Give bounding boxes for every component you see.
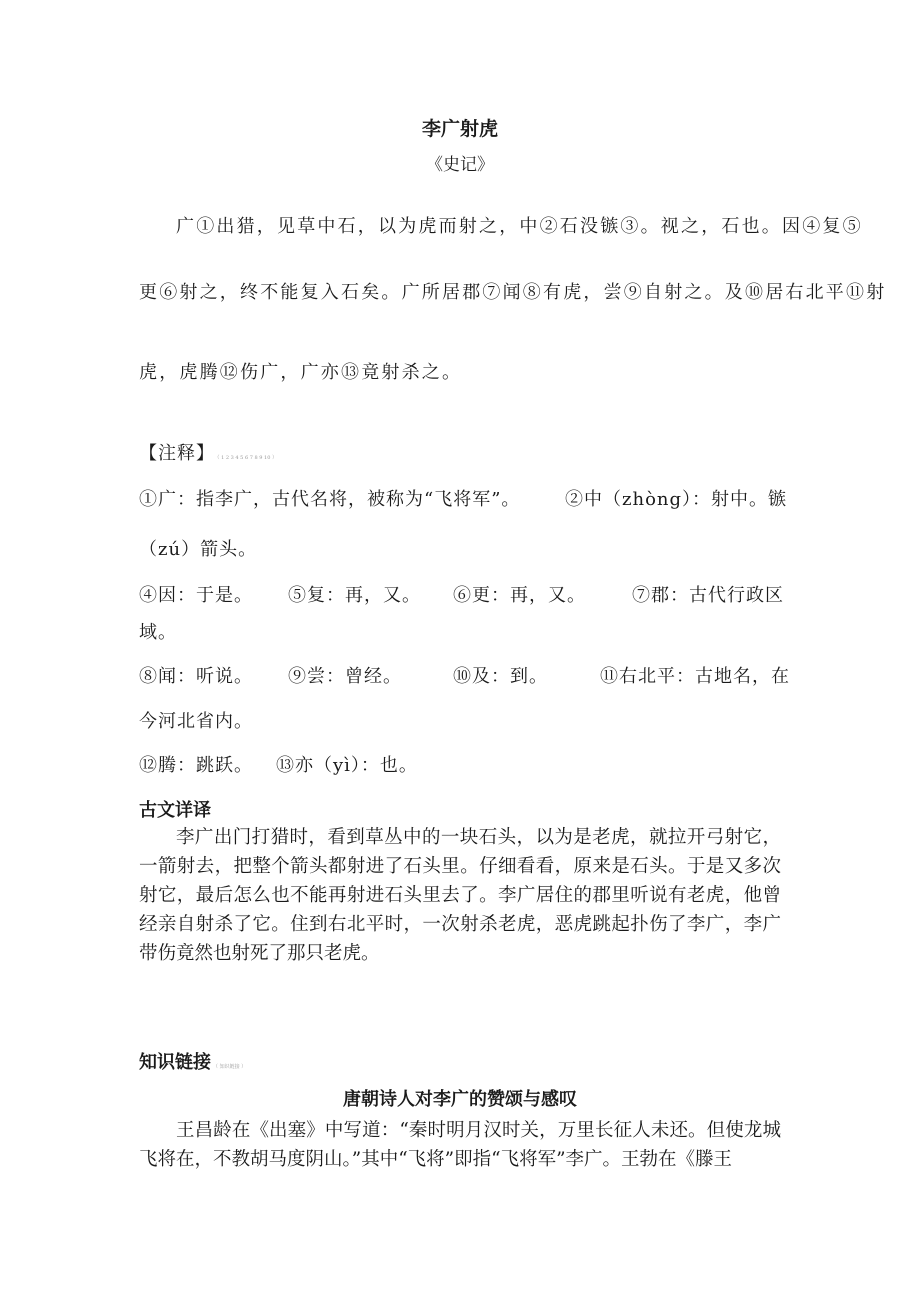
note-12: ⑫腾：跳跃。 [139,755,253,776]
knowledge-subtitle: 唐朝诗人对李广的赞颂与感叹 [343,1089,577,1110]
note-11: ⑪右北平：古地名，在 [600,666,790,687]
translation-heading: 古文详译 [139,800,211,821]
document-title: 李广射虎 [421,118,498,140]
note-2-continued: （zú）箭头。 [139,539,258,560]
notes-heading-label: 【注释】 [139,443,215,464]
note-10: ⑩及：到。 [453,666,548,687]
knowledge-heading-tiny: （ 知识链接 ） [213,1064,247,1070]
original-text-line-3: 虎，虎腾⑫伤广，广亦⑬竟射杀之。 [139,362,463,383]
note-7: ⑦郡：古代行政区 [632,585,784,606]
note-13: ⑬亦（yì）：也。 [276,755,418,776]
knowledge-text: 王昌龄在《出塞》中写道：“秦时明月汉时关，万里长征人未还。但使龙城飞将在，不教胡马度阴山。”其中“飞将”即指“飞将军”李广。王勃在《滕王 [139,1120,781,1170]
note-4: ④因：于是。 [139,585,253,606]
document-source: 《史记》 [426,155,494,175]
knowledge-heading [139,1048,246,1074]
knowledge-heading-label: 知识链接 [139,1052,211,1073]
note-8: ⑧闻：听说。 [139,666,253,687]
note-5: ⑤复：再，又。 [288,585,421,606]
notes-heading-tiny: （ 1 2 3 4 5 6 7 8 9 10 ） [217,455,277,461]
note-2: ②中（zhòng）：射中。镞 [565,489,788,510]
notes-heading [139,439,277,465]
note-1: ①广：指李广，古代名将，被称为“飞将军”。 [139,489,521,510]
note-9: ⑨尝：曾经。 [288,666,402,687]
translation-text: 李广出门打猎时，看到草丛中的一块石头，以为是老虎，就拉开弓射它，一箭射去，把整个箭头都射进了石头里。仔细看看，原来是石头。于是又多次射它，最后怎么也不能再射进石头里去了。李广居住的郡里听说有老虎，他曾经亲自射杀了它。住到右北平时，一次射杀老虎，恶虎跳起扑伤了李广，李广带伤竟然也射死了那只老虎。 [139,827,781,964]
note-11-continued: 今河北省内。 [139,711,253,732]
note-6: ⑥更：再，又。 [453,585,586,606]
note-7-continued: 域。 [139,622,177,643]
original-text-line-1: 广①出猎，见草中石，以为虎而射之，中②石没镞③。视之，石也。因④复⑤ [176,216,863,237]
original-text-line-2: 更⑥射之，终不能复入石矣。广所居郡⑦闻⑧有虎，尝⑨自射之。及⑩居右北平⑪射 [139,282,887,303]
